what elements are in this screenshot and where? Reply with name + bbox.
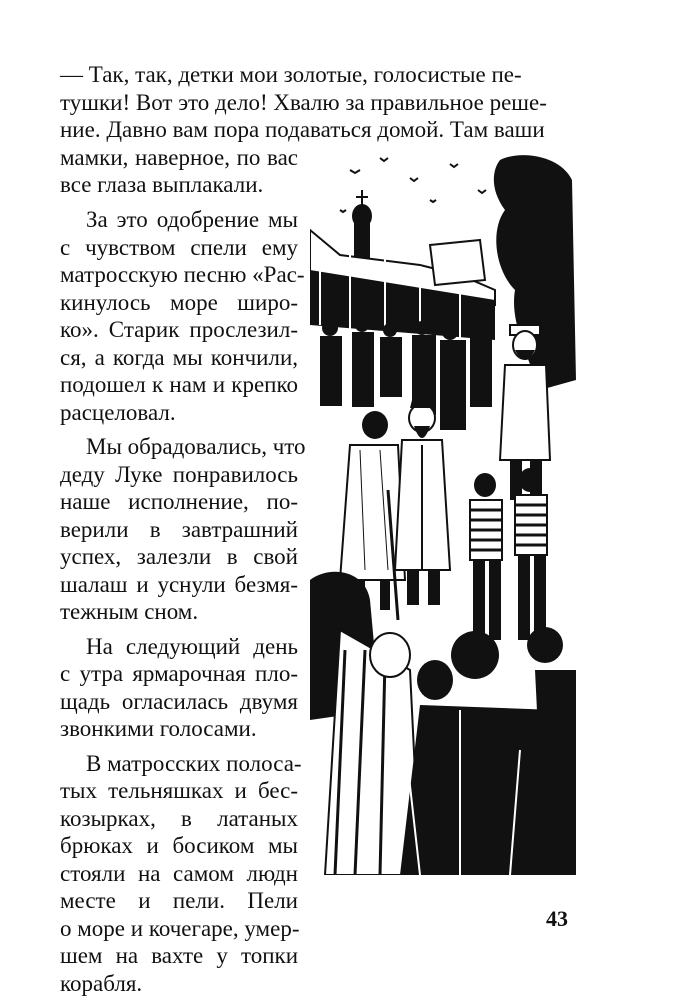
church xyxy=(352,190,372,265)
text-line: козырках, в латаных xyxy=(60,806,298,831)
text-line: шем на вахте у топки xyxy=(60,943,298,968)
text-line: деду Луке понравилось xyxy=(60,462,298,487)
paragraph-start: В матросских полоса- xyxy=(86,751,302,776)
birds xyxy=(340,158,506,212)
text-line: шалаш и уснули безмя- xyxy=(60,572,298,597)
text-line: кинулось море широ- xyxy=(60,290,298,315)
paragraph-start: Мы обрадовались, что xyxy=(86,434,306,459)
text-line: мамки, наверное, по вас xyxy=(60,145,298,170)
text-line: звонкими голосами. xyxy=(60,716,257,741)
text-line: с чувством спели ему xyxy=(60,235,298,260)
market-stalls xyxy=(310,230,495,340)
text-line: — Так, так, детки мои золотые, голосистые пе- xyxy=(60,62,522,87)
text-line: месте и пели. Пели xyxy=(60,888,298,913)
text-line: стояли на самом людн xyxy=(60,861,298,886)
text-line: все глаза выплакали. xyxy=(60,172,264,197)
paragraph-start: На следующий день xyxy=(86,634,298,659)
text-line: щадь огласилась двумя xyxy=(60,689,298,714)
text-line: тых тельняшках и бес- xyxy=(60,778,298,803)
text-line: тежным сном. xyxy=(60,599,199,624)
text-line: наше исполнение, по- xyxy=(60,489,298,514)
tree xyxy=(494,155,576,390)
text-line: ко». Старик прослезил- xyxy=(60,317,298,342)
text-line: брюках и босиком мы xyxy=(60,833,298,858)
paragraph-start: За это одобрение мы xyxy=(86,207,298,232)
text-line: ся, а когда мы кончили, xyxy=(60,345,298,370)
text-line: матросскую песню «Рас- xyxy=(60,262,305,287)
text-line: успех, залезли в свой xyxy=(60,544,298,569)
text-line: о море и кочегаре, умер- xyxy=(60,916,300,941)
text-line: подошел к нам и крепко xyxy=(60,372,298,397)
text-line: с утра ярмарочная пло- xyxy=(60,661,298,686)
boy-left xyxy=(470,473,502,640)
text-line: верили в завтрашний xyxy=(60,517,298,542)
text-line: расцеловал. xyxy=(60,400,176,425)
text-line: ние. Давно вам пора подаваться домой. Там ваши xyxy=(60,117,545,142)
fair-crowd-illustration xyxy=(310,150,576,875)
text-line: корабля. xyxy=(60,971,143,996)
page-number: 43 xyxy=(546,906,568,931)
text-line: тушки! Вот это дело! Хвалю за правильное реше- xyxy=(60,90,547,115)
